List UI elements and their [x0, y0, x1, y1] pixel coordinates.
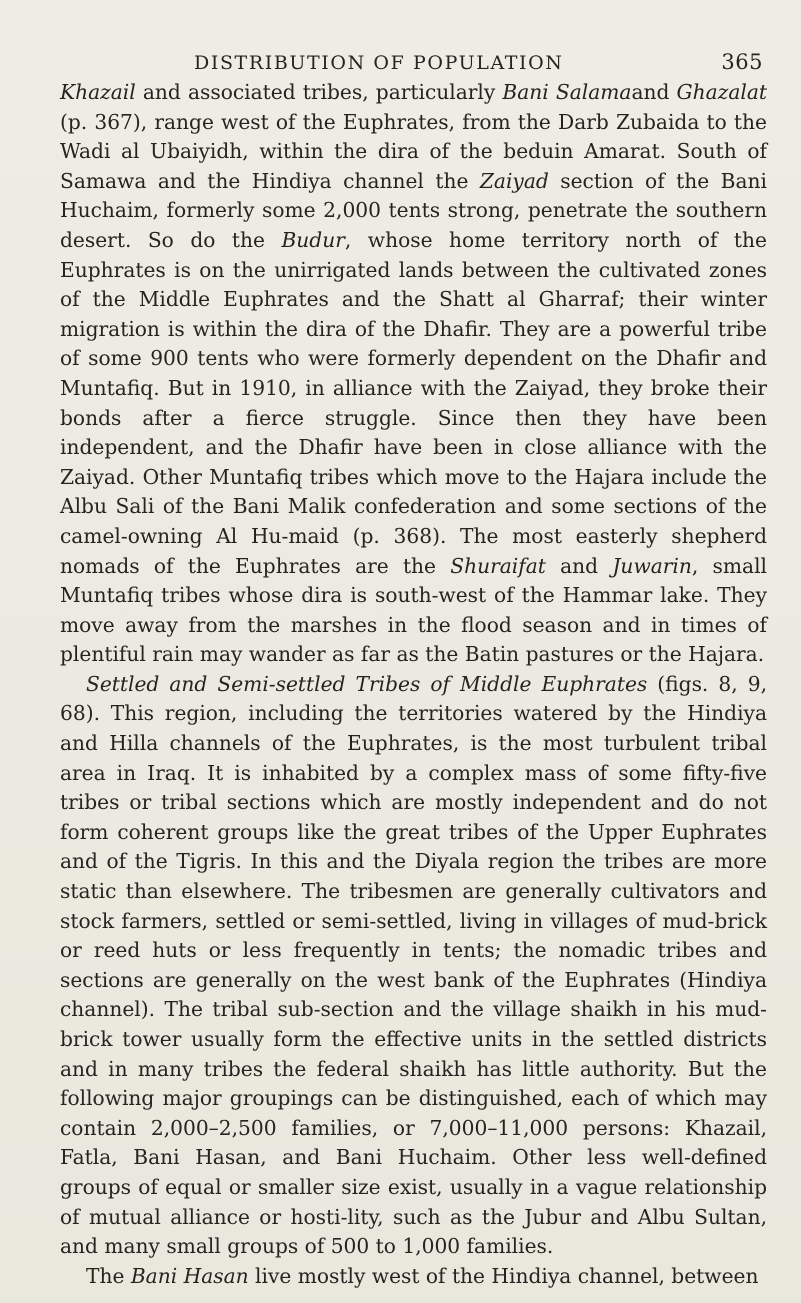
- paragraph-khazail: [60, 78, 767, 670]
- running-header: [60, 44, 767, 78]
- body-text: [60, 78, 767, 1291]
- text-segment: and associated tribes, particularly: [135, 80, 503, 104]
- running-title: DISTRIBUTION OF POPULATION: [194, 52, 564, 74]
- text-segment: section of the Bani Huchaim, formerly some 2,000 tents strong, penetrate the southern desert. So do the: [60, 168, 768, 252]
- text-segment: , whose home territory north of the Euphrates is on the unirrigated lands between the cultivated zones of the Middle Euphrates and the Shatt al Gharraf; their winter migration is within the dira of the Dhafir. They are a powerful tribe of some 900 tents who were formerly dependent on the Dhafir and Muntafiq. But in 1910, in alliance with the Zaiyad, they broke their bonds after a fierce struggle. Since then they have been independent, and the Dhafir have been in close alliance with the Zaiyad. Other Muntafiq tribes which move to the Hajara include the Albu Sali of the Bani Malik confederation and some sections of the camel-owning Al Hu-maid (p. 368). The most easterly shepherd nomads of the Euphrates are the: [60, 227, 767, 578]
- text-segment: and: [545, 553, 613, 578]
- text-segment: Khazail: [60, 80, 136, 104]
- text-segment: , small Muntafiq tribes whose dira is south-west of the Hammar lake. They move away from the marshes in the flood season and in times of plentiful rain may wander as far as the Batin pastures or the Hajara.: [60, 553, 767, 667]
- text-segment: Zaiyad: [479, 168, 549, 193]
- paragraph-middle-euphrates: [60, 670, 767, 1262]
- text-segment: (figs. 8, 9, 68). This region, including the territories watered by the Hindiya and Hilla channels of the Euphrates, is the most turbulent tribal area in Iraq. It is inhabited by a complex mass of some fifty-five tribes or tribal sections which are mostly independent and do not form coherent groups like the great tribes of the Upper Euphrates and of the Tigris. In this and the Diyala region the tribes are more static than elsewhere. The tribesmen are generally cultivators and stock farmers, settled or semi-settled, living in villages of mud-brick or reed huts or less frequently in tents; the nomadic tribes and sections are generally on the west bank of the Euphrates (Hindiya channel). The tribal sub-section and the village shaikh in his mud-brick tower usually form the effective units in the settled districts and in many tribes the federal shaikh has little authority. But the following major groupings can be distinguished, each of which may contain 2,000–2,500 families, or 7,000–11,000 persons: Khazail, Fatla, Bani Hasan, and Bani Huchaim. Other less well-defined groups of equal or smaller size exist, usually in a vague relationship of mutual alliance or hosti-lity, such as the Jubur and Albu Sultan, and many small groups of 500 to 1,000 families.: [60, 671, 767, 1259]
- text-segment: Bani Hasan: [130, 1263, 249, 1288]
- text-segment: and: [631, 80, 677, 104]
- page-number: 365: [721, 50, 763, 74]
- text-segment: (p. 367), range west of the Euphrates, from the Darb Zubaida to the Wadi al Ubaiyidh, within the dira of the beduin Amarat. South of Samawa and the Hindiya channel the: [60, 109, 767, 193]
- text-segment: Shuraifat: [450, 553, 546, 578]
- text-segment: Juwarin: [612, 553, 692, 578]
- paragraph-bani-hasan: [60, 1262, 767, 1292]
- text-segment: Ghazalat: [676, 80, 767, 104]
- text-segment: live mostly west of the Hindiya channel, between: [248, 1263, 759, 1288]
- text-segment: The: [86, 1263, 131, 1288]
- section-heading: Settled and Semi-settled Tribes of Middle Euphrates: [86, 671, 648, 696]
- text-segment: Bani Salama: [502, 80, 632, 104]
- text-segment: Budur: [281, 227, 345, 252]
